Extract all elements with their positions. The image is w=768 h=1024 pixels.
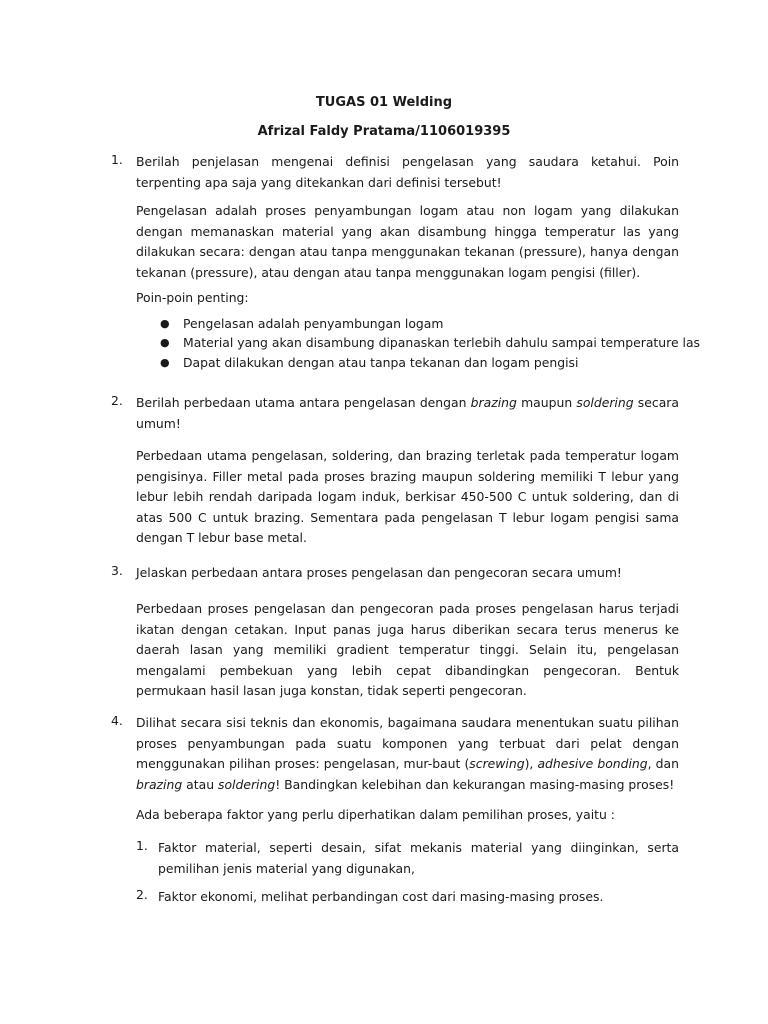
question-3-text: Jelaskan perbedaan antara proses pengelasan dan pengecoran secara umum! [136, 565, 622, 580]
question-1-text: Berilah penjelasan mengenai definisi pengelasan yang saudara ketahui. Poin terpenting apa saja yang ditekankan dari definisi tersebut! [136, 154, 679, 190]
question-2-text: Berilah perbedaan utama antara pengelasan dengan brazing maupun soldering secara umum! [136, 395, 679, 431]
factor-2-text: Faktor ekonomi, melihat perbandingan cost dari masing-masing proses. [158, 889, 604, 904]
factor-1-text: Faktor material, seperti desain, sifat mekanis material yang diinginkan, serta pemilihan jenis material yang digunakan, [158, 840, 679, 876]
key-points-label: Poin-poin penting: [136, 290, 249, 305]
question-4-text: Dilihat secara sisi teknis dan ekonomis, bagaimana saudara menentukan suatu pilihan proses penyambungan pada suatu komponen yang terbuat dari pelat dengan menggunakan pilihan proses: pengelasan, mur-baut (screwing), adhesive bonding, dan brazing atau soldering! Bandingkan kelebihan dan kekurangan masing-masing proses! [136, 715, 679, 792]
answer-1-paragraph: Pengelasan adalah proses penyambungan logam atau non logam yang dilakukan dengan memanaskan material yang akan disambung hingga temperatur las yang dilakukan secara: dengan atau tanpa menggunakan tekanan (pressure), hanya dengan tekanan (pressure), atau dengan atau tanpa menggunakan logam pengisi (filler). [136, 203, 679, 280]
answer-4-intro: Ada beberapa faktor yang perlu diperhatikan dalam pemilihan proses, yaitu : [136, 807, 615, 822]
screwing-term: screwing [469, 756, 525, 771]
brazing-term: brazing [470, 395, 517, 410]
question-1-number: 1. [111, 152, 123, 167]
answer-2-paragraph: Perbedaan utama pengelasan, soldering, dan brazing terletak pada temperatur logam pengisinya. Filler metal pada proses brazing maupun soldering memiliki T lebur yang lebur lebih rendah daripada logam induk, berkisar 450-500 C untuk soldering, dan di atas 500 C untuk brazing. Sementara pada pengelasan T lebur logam pengisi sama dengan T lebur base metal. [136, 448, 679, 545]
question-4-number: 4. [111, 713, 123, 728]
brazing-term: brazing [136, 776, 183, 792]
bullet-dot-icon: ● [160, 317, 170, 330]
question-3-number: 3. [111, 563, 123, 578]
factor-1-number: 1. [136, 838, 148, 853]
bullet-item-2: Material yang akan disambung dipanaskan terlebih dahulu sampai temperature las [183, 335, 701, 350]
document-title: TUGAS 01 Welding [315, 95, 453, 110]
question-2-number: 2. [111, 393, 123, 408]
bullet-dot-icon: ● [160, 336, 170, 349]
adhesive-bonding-term: adhesive bonding [537, 756, 648, 771]
soldering-term: soldering [576, 395, 634, 410]
bullet-dot-icon: ● [160, 356, 170, 369]
author-line: Afrizal Faldy Pratama/1106019395 [257, 124, 511, 139]
factor-2-number: 2. [136, 887, 148, 902]
soldering-term: soldering [218, 776, 276, 792]
answer-3-paragraph: Perbedaan proses pengelasan dan pengecoran pada proses pengelasan harus terjadi ikatan dengan cetakan. Input panas juga harus diberikan secara terus menerus ke daerah lasan yang memiliki gradient temperatur tinggi. Selain itu, pengelasan mengalami pembekuan yang lebih cepat dibandingkan pengecoran. Bentuk permukaan hasil lasan juga konstan, tidak seperti pengecoran. [136, 601, 679, 698]
bullet-item-1: Pengelasan adalah penyambungan logam [183, 316, 444, 331]
bullet-item-3: Dapat dilakukan dengan atau tanpa tekanan dan logam pengisi [183, 355, 579, 370]
